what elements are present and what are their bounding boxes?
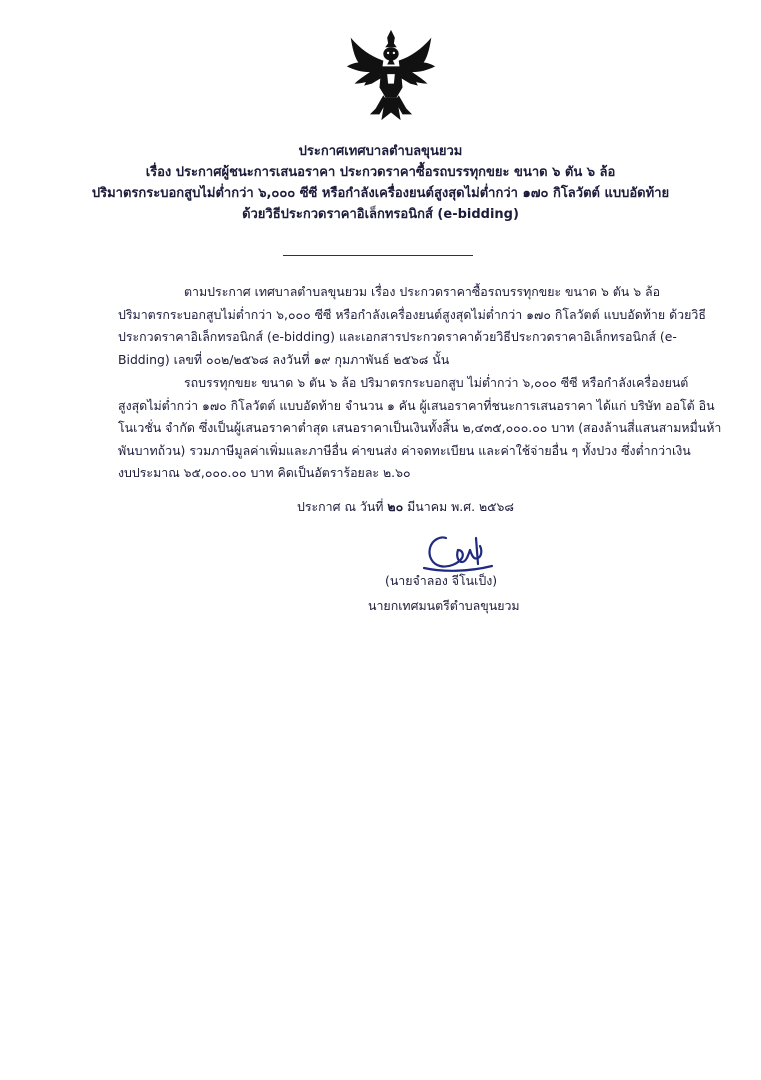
announcement-heading [40,141,721,225]
heading-subject: เรื่อง ประกาศผู้ชนะการเสนอราคา ประกวดราคาซื้อรถบรรทุกขยะ ขนาด ๖ ตัน ๖ ล้อ [145,165,616,180]
paragraph-line: ตามประกาศ เทศบาลตำบลขุนยวม เรื่อง ประกวดราคาซื้อรถบรรทุกขยะ ขนาด ๖ ตัน ๖ ล้อ [184,284,661,299]
paragraph-line: ปริมาตรกระบอกสูบไม่ต่ำกว่า ๖,๐๐๐ ซีซี หรือกำลังเครื่องยนต์สูงสุดไม่ต่ำกว่า ๑๗๐ กิโลวัตต์ แบบอัดท้าย ด้วยวิธี [118,306,706,322]
paragraph-award [118,372,722,485]
heading-method: ด้วยวิธีประกวดราคาอิเล็กทรอนิกส์ (e-bidding) [242,207,519,222]
signer-position: นายกเทศมนตรีตำบลขุนยวม [368,598,520,613]
paragraph-line: โนเวชั่น จำกัด ซึ่งเป็นผู้เสนอราคาต่ำสุด เสนอราคาเป็นเงินทั้งสิ้น ๒,๔๓๕,๐๐๐.๐๐ บาท (สองล้านสี่แสนสามหมื่นห้า [118,420,722,435]
paragraph-reference [118,281,706,371]
paragraph-line: งบประมาณ ๖๕,๐๐๐.๐๐ บาท คิดเป็นอัตราร้อยละ ๒.๖๐ [118,465,411,480]
paragraph-line: รถบรรทุกขยะ ขนาด ๖ ตัน ๖ ล้อ ปริมาตรกระบอกสูบ ไม่ต่ำกว่า ๖,๐๐๐ ซีซี หรือกำลังเครื่องยนต์ [184,375,689,390]
handwritten-signature-icon [418,528,498,578]
announce-day: ๒๐ [387,499,404,514]
announce-prefix: ประกาศ ณ วันที่ [297,499,384,514]
announce-month-year: มีนาคม พ.ศ. ๒๕๖๘ [407,499,514,514]
heading-title: ประกาศเทศบาลตำบลขุนยวม [298,144,463,159]
garuda-emblem-icon [343,28,439,124]
paragraph-line: ประกวดราคาอิเล็กทรอนิกส์ (e-bidding) และเอกสารประกวดราคาด้วยวิธีประกวดราคาอิเล็กทรอนิกส์ (e- [118,329,677,344]
paragraph-line: Bidding) เลขที่ ๐๐๒/๒๕๖๘ ลงวันที่ ๑๙ กุมภาพันธ์ ๒๕๖๘ นั้น [118,351,450,367]
signer-name: (นายจำลอง จีโนเป็ง) [385,573,498,588]
paragraph-line: พันบาทถ้วน) รวมภาษีมูลค่าเพิ่มและภาษีอื่น ค่าขนส่ง ค่าจดทะเบียน และค่าใช้จ่ายอื่น ๆ ทั้งปวง ซึ่งต่ำกว่าเงิน [118,442,691,458]
announce-date [297,498,514,517]
heading-divider [283,255,473,256]
heading-spec: ปริมาตรกระบอกสูบไม่ต่ำกว่า ๖,๐๐๐ ซีซี หรือกำลังเครื่องยนต์สูงสุดไม่ต่ำกว่า ๑๗๐ กิโลวัตต์ แบบอัดท้าย [91,186,670,201]
paragraph-line: สูงสุดไม่ต่ำกว่า ๑๗๐ กิโลวัตต์ แบบอัดท้าย จำนวน ๑ คัน ผู้เสนอราคาที่ชนะการเสนอราคา ได้แก่ บริษัท ออโต้ อิน [118,397,715,413]
